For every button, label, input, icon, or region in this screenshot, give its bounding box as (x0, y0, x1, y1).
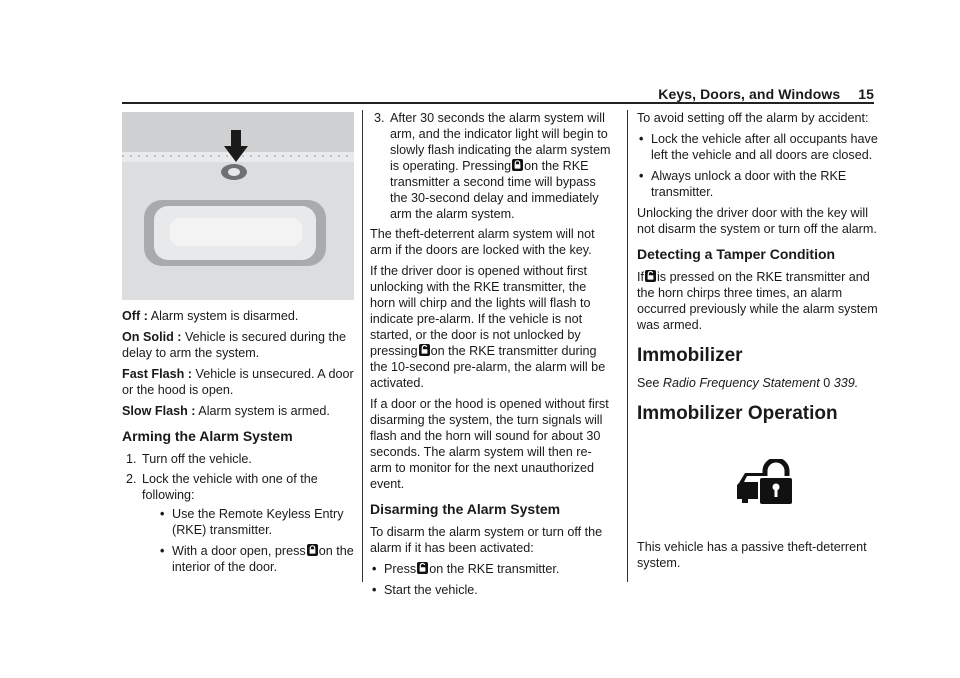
list-item: • With a door open, press on the interior of the door. (158, 543, 354, 575)
paragraph: To disarm the alarm system or turn off the alarm if it has been activated: (370, 525, 603, 555)
paragraph: To avoid setting off the alarm by accident: (637, 111, 869, 125)
state-term-slow-flash: Slow Flash : (122, 404, 196, 418)
alarm-indicator-photo (122, 112, 354, 300)
state-term-fast-flash: Fast Flash : (122, 367, 192, 381)
page-number: 15 (858, 86, 874, 102)
cross-reference-link[interactable]: Radio Frequency Statement (662, 376, 820, 390)
section-heading-immobilizer-operation: Immobilizer Operation (637, 403, 838, 424)
unlock-icon (417, 562, 428, 574)
disarming-list (370, 561, 612, 598)
paragraph: If a door or the hood is opened without first disarming the system, the turn signals will flash and the horn will sound for about 30 seconds. The alarm system will then re-arm to monitor for the next unauthorized event. (370, 397, 609, 491)
column-2 (370, 110, 612, 603)
section-heading-arming: Arming the Alarm System (122, 428, 293, 444)
page-ref[interactable]: 339. (833, 376, 859, 390)
state-text-off: Alarm system is disarmed. (150, 309, 299, 323)
column-1 (122, 112, 354, 580)
lock-icon (307, 544, 318, 556)
arming-steps-continued (370, 110, 612, 222)
section-heading-immobilizer: Immobilizer (637, 345, 743, 366)
state-text-slow-flash: Alarm system is armed. (198, 404, 330, 418)
header-title: Keys, Doors, and Windows (658, 86, 841, 102)
paragraph: This vehicle has a passive theft-deterrent system. (637, 540, 867, 570)
paragraph: See Radio Frequency Statement 0 339. (637, 376, 859, 390)
page-ref-arrow: 0 (823, 376, 831, 390)
alarm-indicator-illustration (122, 112, 354, 300)
avoid-alarm-list (637, 131, 887, 200)
unlock-icon (419, 344, 430, 356)
section-heading-tamper: Detecting a Tamper Condition (637, 246, 836, 262)
section-heading-disarming: Disarming the Alarm System (370, 501, 561, 517)
arming-steps (122, 451, 354, 575)
list-item: • Press on the RKE transmitter. (370, 561, 612, 577)
state-text-on-solid: Vehicle is secured during the delay to arm the system. (122, 330, 346, 360)
list-item: • Use the Remote Keyless Entry (RKE) transmitter. (158, 506, 354, 538)
state-text-fast-flash: Vehicle is unsecured. A door or the hood is open. (122, 367, 354, 397)
list-item: • Start the vehicle. (370, 582, 612, 598)
arming-substeps (158, 506, 354, 575)
column-3 (637, 110, 887, 576)
list-item: • Always unlock a door with the RKE transmitter. (637, 168, 887, 200)
unlock-icon (645, 270, 656, 282)
state-term-on-solid: On Solid : (122, 330, 182, 344)
list-item: 2. Lock the vehicle with one of the following: • Use the Remote Keyless Entry (RKE) transmitter. • With a door open, press on the interior of the door. (122, 471, 354, 575)
page-header (596, 86, 874, 102)
header-rule (122, 102, 874, 104)
paragraph: If is pressed on the RKE transmitter and the horn chirps three times, an alarm occurred previously while the alarm system was armed. (637, 270, 878, 332)
paragraph: If the driver door is opened without first unlocking with the RKE transmitter, the horn will chirp and the lights will flash to indicate pre-alarm. If the vehicle is not started, or the door is not unlocked by pressing on the RKE transmitter during the 10-second pre-alarm, the alarm will be activated. (370, 264, 606, 390)
column-divider (362, 110, 363, 582)
list-item: • Lock the vehicle after all occupants have left the vehicle and all doors are closed. (637, 131, 887, 163)
state-term-off: Off : (122, 309, 148, 323)
lock-icon (512, 159, 523, 171)
paragraph: The theft-deterrent alarm system will not arm if the doors are locked with the key. (370, 227, 595, 257)
immobilizer-car-lock-icon (735, 459, 797, 509)
paragraph: Unlocking the driver door with the key will not disarm the system or turn off the alarm. (637, 206, 877, 236)
list-item: 1. Turn off the vehicle. (126, 452, 252, 466)
list-item: 3. After 30 seconds the alarm system will arm, and the indicator light will begin to slowly flash indicating the alarm system is operating. Pressing on the RKE transmitter a second time will bypass the 30-second delay and immediately arm the alarm system. (374, 111, 611, 221)
column-divider (627, 110, 628, 582)
